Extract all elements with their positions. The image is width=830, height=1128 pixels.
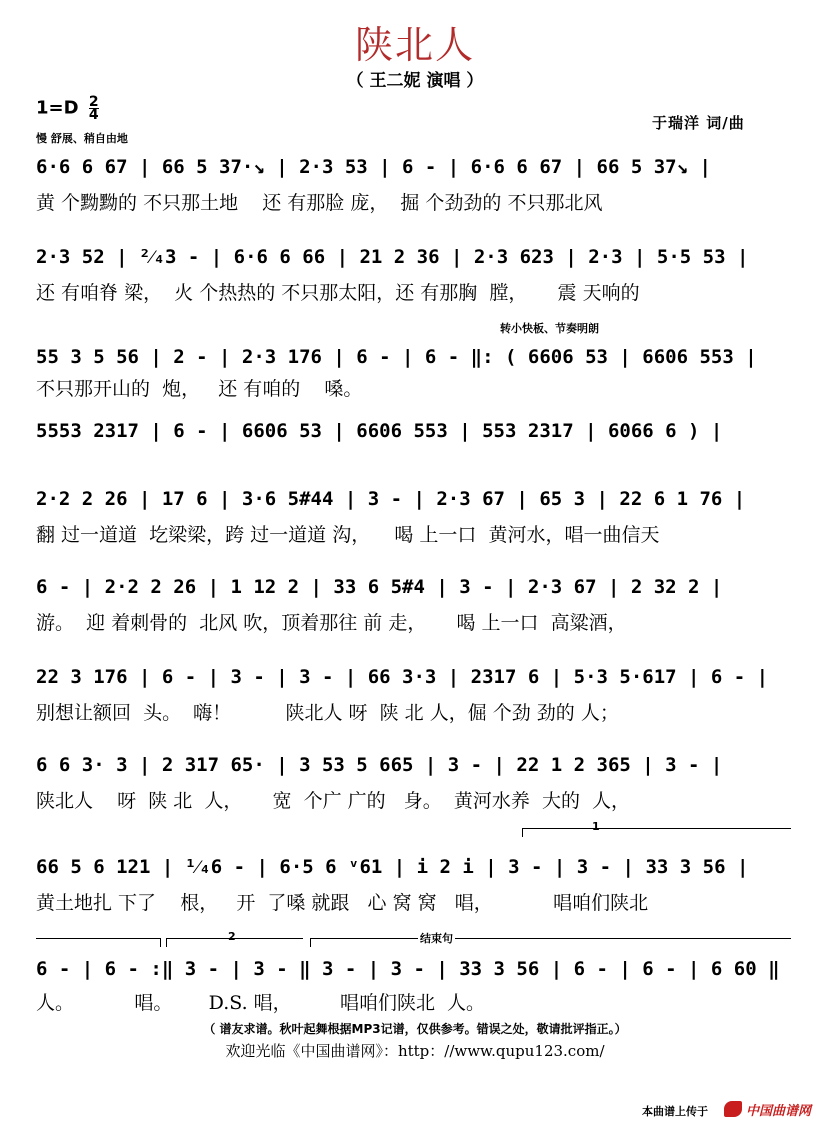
- notation-row: 6 6 3· 3 | 2 317 65· | 3 53 5 665 | 3 - | 22 1 2 365 | 3 - |: [36, 754, 723, 776]
- volta-1-label: 1: [592, 820, 600, 833]
- logo-text: 中国曲谱网: [746, 1103, 812, 1119]
- lyrics-row: 翻 过一道道 圪梁梁，跨 过一道道 沟， 喝 上一口 黄河水，唱一曲信天: [36, 524, 660, 546]
- tempo-change-marking: 转小快板、节奏明朗: [500, 322, 599, 335]
- transcription-note: （ 谱友求谱。秋叶起舞根据MP3记谱，仅供参考。错误之处，敬请批评指正。）: [203, 1022, 627, 1036]
- notation-row: 66 5 6 121 | ¹⁄₄6 - | 6·5 6 ᵛ61 | i 2 i | 3 - | 3 - | 33 3 56 |: [36, 856, 749, 878]
- meter-top: 2: [88, 94, 99, 110]
- notation-row: 6 - | 6 - :‖ 3 - | 3 - ‖ 3 - | 3 - | 33 3 56 | 6 - | 6 - | 6 60 ‖: [36, 958, 780, 980]
- lyrics-row: 陕北人 呀 陕 北 人， 宽 个广 广的 身。 黄河水养 大的 人，: [36, 790, 631, 812]
- ending-bracket: [310, 938, 791, 947]
- notation-row: 6 - | 2·2 2 26 | 1 12 2 | 33 6 5#4 | 3 - | 2·3 67 | 2 32 2 |: [36, 576, 723, 598]
- tempo-marking: 慢 舒展、稍自由地: [36, 132, 128, 145]
- notation-row: 22 3 176 | 6 - | 3 - | 3 - | 66 3·3 | 2317 6 | 5·3 5·617 | 6 - |: [36, 666, 769, 688]
- key-label: 1=D: [36, 97, 79, 119]
- notation-row: 6·6 6 67 | 66 5 37·↘ | 2·3 53 | 6 - | 6·6 6 67 | 66 5 37↘ |: [36, 156, 711, 178]
- upload-caption: 本曲谱上传于: [642, 1105, 708, 1118]
- notation-row: 2·2 2 26 | 17 6 | 3·6 5#44 | 3 - | 2·3 67 | 65 3 | 22 6 1 76 |: [36, 488, 746, 510]
- key-signature: [36, 96, 99, 121]
- site-welcome: 欢迎光临《中国曲谱网》：http：//www.qupu123.com/: [225, 1042, 605, 1060]
- lyrics-row: 还 有咱脊 梁， 火 个热热的 不只那太阳，还 有那胸 膛， 震 天响的: [36, 282, 640, 304]
- ending-label: 结束句: [420, 932, 453, 945]
- composer-credit: 于瑞洋 词/曲: [652, 114, 745, 132]
- volta-1-bracket: [522, 828, 791, 837]
- time-signature: [89, 96, 99, 121]
- volta-2-label: 2: [228, 930, 236, 943]
- meter-bottom: 4: [88, 107, 99, 123]
- volta-1-end-bracket: [36, 938, 161, 947]
- lyrics-row: 人。 唱。 D.S. 唱， 唱咱们陕北 人。: [36, 992, 486, 1014]
- lyrics-row: 游。 迎 着刺骨的 北风 吹，顶着那往 前 走， 喝 上一口 高粱酒，: [36, 612, 627, 634]
- lyrics-row: 黄 个黝黝的 不只那土地 还 有那脸 庞， 掘 个劲劲的 不只那北风: [36, 192, 603, 214]
- notation-row: 5553 2317 | 6 - | 6606 53 | 6606 553 | 553 2317 | 6066 6 ) |: [36, 420, 723, 442]
- performer-line: （ 王二妮 演唱 ）: [346, 71, 484, 91]
- song-title: 陕北人: [354, 23, 475, 67]
- notation-row: 55 3 5 56 | 2 - | 2·3 176 | 6 - | 6 - ‖: ( 6606 53 | 6606 553 |: [36, 346, 757, 368]
- lyrics-row: 别想让额回 头。 嗨！ 陕北人 呀 陕 北 人，倔 个劲 劲的 人；: [36, 702, 619, 724]
- notation-row: 2·3 52 | ²⁄₄3 - | 6·6 6 66 | 21 2 36 | 2·3 623 | 2·3 | 5·5 53 |: [36, 246, 749, 268]
- lyrics-row: 不只那开山的 炮， 还 有咱的 嗓。: [36, 378, 363, 400]
- site-logo: [724, 1098, 820, 1120]
- lyrics-row: 黄土地扎 下了 根， 开 了嗓 就跟 心 窝 窝 唱， 唱咱们陕北: [36, 892, 649, 914]
- logo-icon: [724, 1101, 742, 1117]
